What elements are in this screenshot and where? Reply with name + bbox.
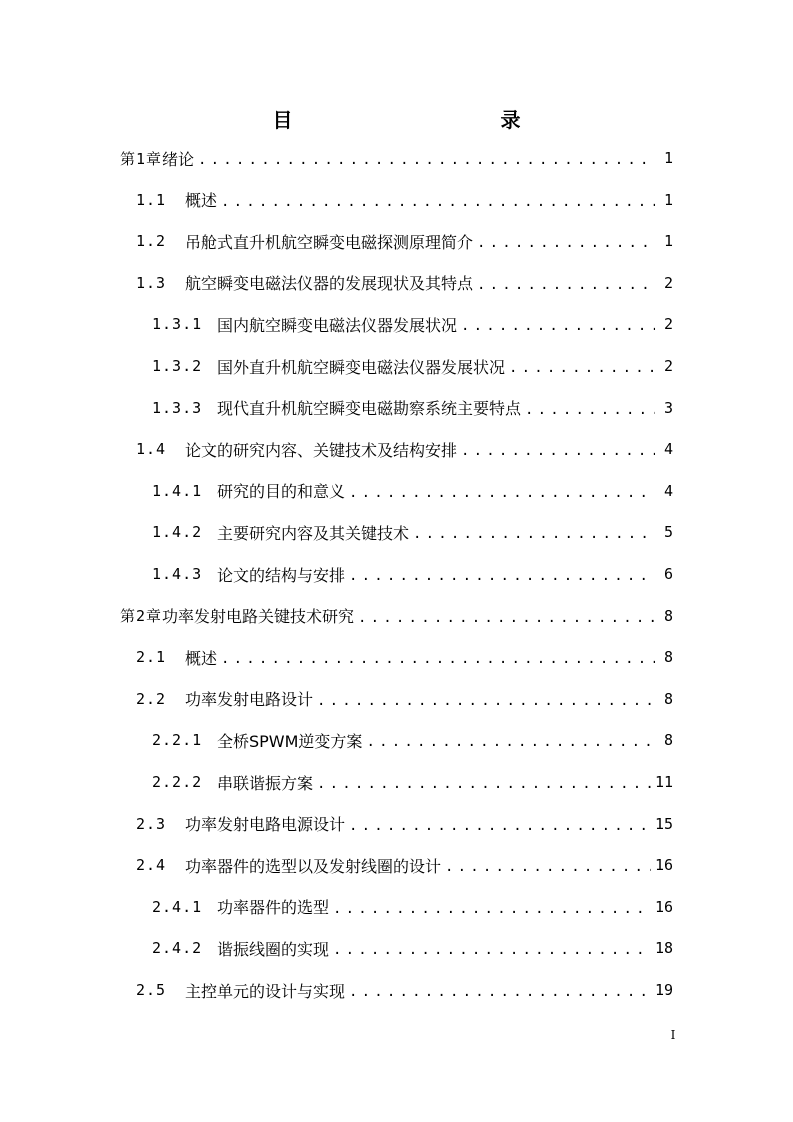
dot-leader [221, 195, 655, 211]
toc-entry-number: 1.3.1 [152, 315, 203, 334]
toc-entry-title: 绪论 [162, 149, 195, 169]
toc-entry-title: 论文的结构与安排 [217, 565, 346, 585]
dot-leader [349, 985, 651, 1001]
toc-entry-page: 4 [663, 481, 673, 500]
dot-leader [221, 652, 655, 668]
dot-leader [349, 819, 651, 835]
toc-entry-page: 1 [663, 149, 673, 167]
toc-entry[interactable] [152, 723, 673, 757]
dot-leader [413, 527, 655, 543]
toc-entry-number: 1.4.1 [152, 481, 203, 500]
dot-leader [333, 943, 651, 959]
dot-leader [317, 694, 655, 710]
toc-entry-number: 1.1 [136, 190, 167, 209]
toc-entry-page: 16 [654, 856, 673, 875]
toc-entry-title: 功率发射电路电源设计 [185, 815, 346, 835]
toc-entry-title: 功率器件的选型 [217, 898, 330, 918]
toc-entry-number: 1.3.3 [152, 398, 203, 417]
toc-entry-number: 2.4.1 [152, 897, 203, 916]
dot-leader [349, 569, 655, 585]
dot-leader [445, 860, 651, 876]
toc-entry-page: 4 [663, 440, 673, 459]
dot-leader [509, 361, 655, 377]
toc-entry[interactable] [152, 890, 673, 924]
toc-entry[interactable] [152, 307, 673, 341]
toc-entry-title: 现代直升机航空瞬变电磁勘察系统主要特点 [217, 399, 522, 419]
toc-entry-number: 1.3.2 [152, 357, 203, 375]
dot-leader [358, 611, 655, 627]
toc-entry-page: 2 [663, 357, 673, 375]
dot-leader [349, 486, 655, 502]
toc-entry-page: 1 [663, 232, 673, 251]
dot-leader [477, 278, 655, 294]
page-title: 目 录 [272, 108, 577, 132]
toc-entry-title: 功率器件的选型以及发射线圈的设计 [185, 856, 442, 876]
toc-entry[interactable] [152, 515, 673, 549]
toc-entry-number: 2.4 [136, 856, 167, 875]
toc-entry-number: 第1章 [120, 149, 163, 168]
page-number: I [670, 1028, 676, 1042]
toc-entry-number: 2.2 [136, 689, 167, 708]
dot-leader [525, 403, 655, 419]
toc-entry-title: 国外直升机航空瞬变电磁法仪器发展状况 [217, 357, 506, 377]
toc-entry-page: 3 [663, 398, 673, 417]
toc-entry[interactable] [136, 807, 673, 841]
toc-entry[interactable] [136, 640, 673, 674]
toc-entry-title: 研究的目的和意义 [217, 482, 346, 502]
toc-entry-page: 1 [663, 190, 673, 209]
dot-leader [461, 444, 655, 460]
toc-entry-title: 论文的研究内容、关键技术及结构安排 [185, 440, 458, 460]
toc-entry-title: 主要研究内容及其关键技术 [217, 523, 410, 543]
toc-entry-number: 第2章 [120, 607, 163, 626]
toc-entry[interactable] [152, 474, 673, 508]
toc-entry-number: 2.4.2 [152, 939, 203, 958]
toc-entry-title: 谐振线圈的实现 [217, 939, 330, 959]
toc-entry-title: 航空瞬变电磁法仪器的发展现状及其特点 [185, 274, 474, 294]
toc-entry-title: 串联谐振方案 [217, 773, 314, 793]
toc-entry[interactable] [136, 183, 673, 217]
toc-entry[interactable] [136, 266, 673, 300]
dot-leader [317, 777, 651, 793]
toc-entry[interactable] [136, 224, 673, 258]
toc-entry-page: 16 [654, 897, 673, 916]
toc-entry-page: 8 [663, 689, 673, 708]
toc-entry-page: 15 [654, 814, 673, 833]
toc-entry-page: 18 [654, 939, 673, 958]
dot-leader [333, 902, 651, 918]
toc-entry-number: 2.3 [136, 814, 167, 833]
toc-entry[interactable] [120, 599, 673, 633]
toc-entry-page: 2 [663, 273, 673, 292]
dot-leader [477, 236, 655, 252]
toc-entry[interactable] [136, 973, 673, 1007]
toc-entry[interactable] [120, 141, 673, 175]
toc-entry-page: 5 [663, 523, 673, 542]
toc-entry-page: 8 [663, 606, 673, 625]
toc-entry-title: 功率发射电路设计 [185, 690, 314, 710]
dot-leader [461, 319, 655, 335]
toc-entry-number: 2.1 [136, 648, 167, 667]
toc-entry-number: 1.4 [136, 440, 167, 459]
toc-entry-number: 1.2 [136, 232, 167, 251]
toc-entry-page: 11 [654, 773, 673, 791]
toc-entry-title: 概述 [185, 191, 218, 211]
toc-entry-title: 主控单元的设计与实现 [185, 981, 346, 1001]
toc-entry-number: 2.2.1 [152, 731, 203, 750]
toc-entry[interactable] [152, 557, 673, 591]
toc-entry-number: 1.4.2 [152, 523, 203, 542]
toc-entry-number: 2.2.2 [152, 773, 203, 791]
toc-entry-title: 吊舱式直升机航空瞬变电磁探测原理简介 [185, 232, 474, 252]
toc-entry-number: 1.3 [136, 273, 167, 292]
toc-entry[interactable] [136, 682, 673, 716]
toc-entry-title: 全桥SPWM逆变方案 [217, 731, 363, 751]
dot-leader [366, 735, 655, 751]
toc-entry-page: 8 [663, 648, 673, 667]
toc-entry[interactable] [152, 765, 673, 799]
dot-leader [198, 153, 655, 169]
toc-entry-number: 2.5 [136, 981, 167, 999]
toc-entry[interactable] [152, 391, 673, 425]
toc-entry-title: 概述 [185, 648, 218, 668]
toc-entry[interactable] [136, 432, 673, 466]
toc-entry-number: 1.4.3 [152, 565, 203, 583]
toc-entry[interactable] [152, 931, 673, 965]
toc-entry-title: 国内航空瞬变电磁法仪器发展状况 [217, 315, 458, 335]
toc-entry-page: 2 [663, 315, 673, 334]
toc-entry-page: 8 [663, 731, 673, 750]
toc-entry[interactable] [152, 349, 673, 383]
toc-entry-page: 6 [663, 565, 673, 583]
toc-entry-title: 功率发射电路关键技术研究 [162, 607, 355, 627]
toc-entry-page: 19 [654, 981, 673, 999]
toc-entry[interactable] [136, 848, 673, 882]
